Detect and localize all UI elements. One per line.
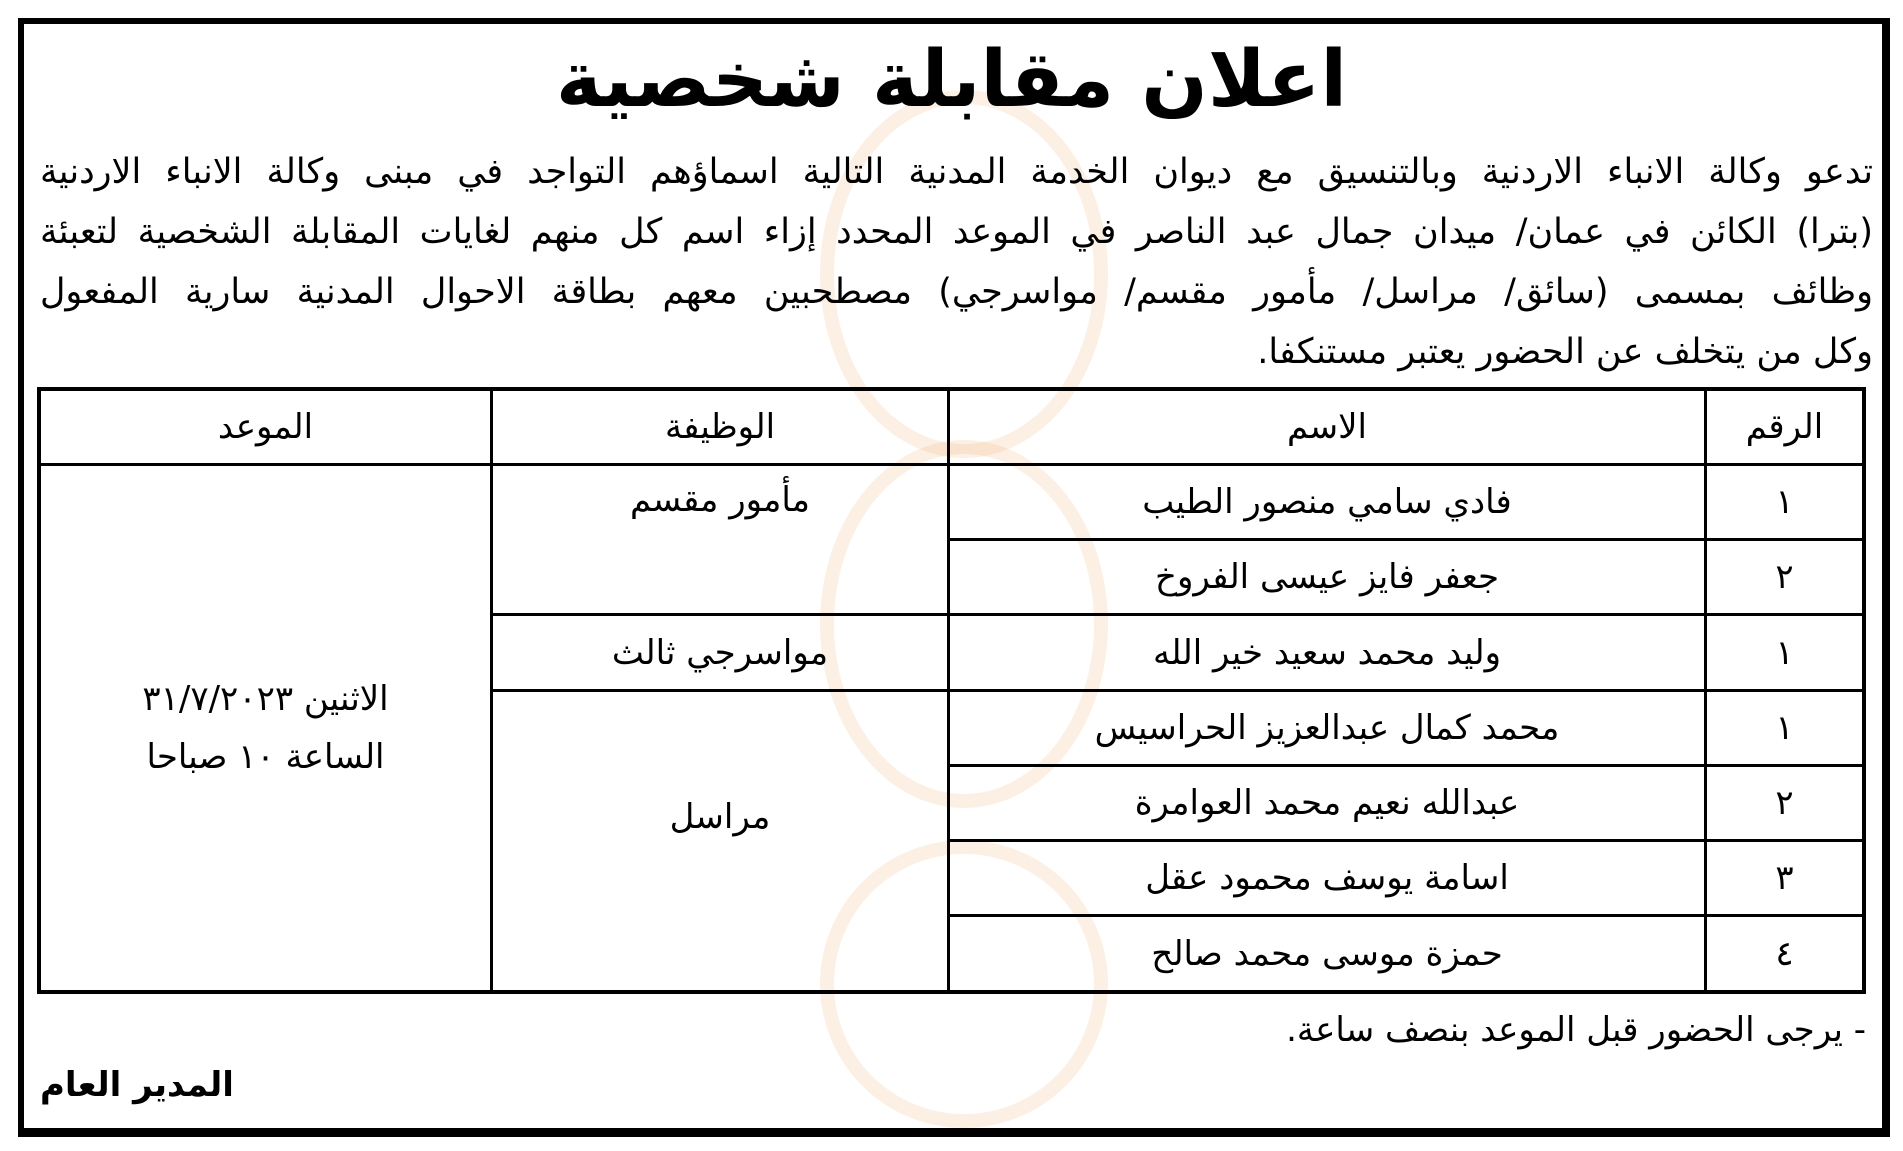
table-header-row xyxy=(39,389,1864,465)
cell-name: فادي سامي منصور الطيب xyxy=(949,465,1706,540)
cell-job: مواسرجي ثالث xyxy=(492,615,949,690)
cell-name: عبدالله نعيم محمد العوامرة xyxy=(949,765,1706,840)
cell-date xyxy=(39,465,492,993)
cell-job: مأمور مقسم xyxy=(492,465,949,615)
date-time: الساعة ١٠ صباحا xyxy=(146,737,385,777)
cell-name: محمد كمال عبدالعزيز الحراسيس xyxy=(949,690,1706,765)
cell-number: ٢ xyxy=(1706,765,1865,840)
announcement-title: اعلان مقابلة شخصية xyxy=(555,35,1348,125)
announcement-body xyxy=(40,142,1873,382)
cell-number: ١ xyxy=(1706,465,1865,540)
cell-number: ١ xyxy=(1706,615,1865,690)
cell-name: جعفر فايز عيسى الفروخ xyxy=(949,540,1706,615)
header-job: الوظيفة xyxy=(492,389,949,465)
cell-number: ١ xyxy=(1706,690,1865,765)
date-day: الاثنين ٣١/٧/٢٠٢٣ xyxy=(142,679,389,719)
candidates-table xyxy=(37,387,1866,994)
cell-number: ٢ xyxy=(1706,540,1865,615)
cell-job: مراسل xyxy=(492,690,949,992)
cell-name: وليد محمد سعيد خير الله xyxy=(949,615,1706,690)
signature: المدير العام xyxy=(40,1065,234,1105)
body-line: (بترا) الكائن في عمان/ ميدان جمال عبد الناصر في الموعد المحدد إزاء اسم كل منهم لغايات المقابلة الشخصية لتعبئة xyxy=(40,212,1873,252)
cell-name: حمزة موسى محمد صالح xyxy=(949,916,1706,992)
cell-number: ٤ xyxy=(1706,916,1865,992)
cell-name: اسامة يوسف محمود عقل xyxy=(949,841,1706,916)
body-line: تدعو وكالة الانباء الاردنية وبالتنسيق مع ديوان الخدمة المدنية التالية اسماؤهم التواجد في مبنى وكالة الانباء الاردنية xyxy=(40,152,1873,192)
attendance-note: - يرجى الحضور قبل الموعد بنصف ساعة. xyxy=(1286,1010,1866,1050)
header-name: الاسم xyxy=(949,389,1706,465)
cell-number: ٣ xyxy=(1706,841,1865,916)
body-line: وكل من يتخلف عن الحضور يعتبر مستنكفا. xyxy=(1257,332,1873,372)
header-number: الرقم xyxy=(1706,389,1865,465)
table-row xyxy=(39,465,1864,540)
header-date: الموعد xyxy=(39,389,492,465)
body-line: وظائف بمسمى (سائق/ مراسل/ مأمور مقسم/ مواسرجي) مصطحبين معهم بطاقة الاحوال المدنية سارية المفعول xyxy=(40,272,1873,312)
